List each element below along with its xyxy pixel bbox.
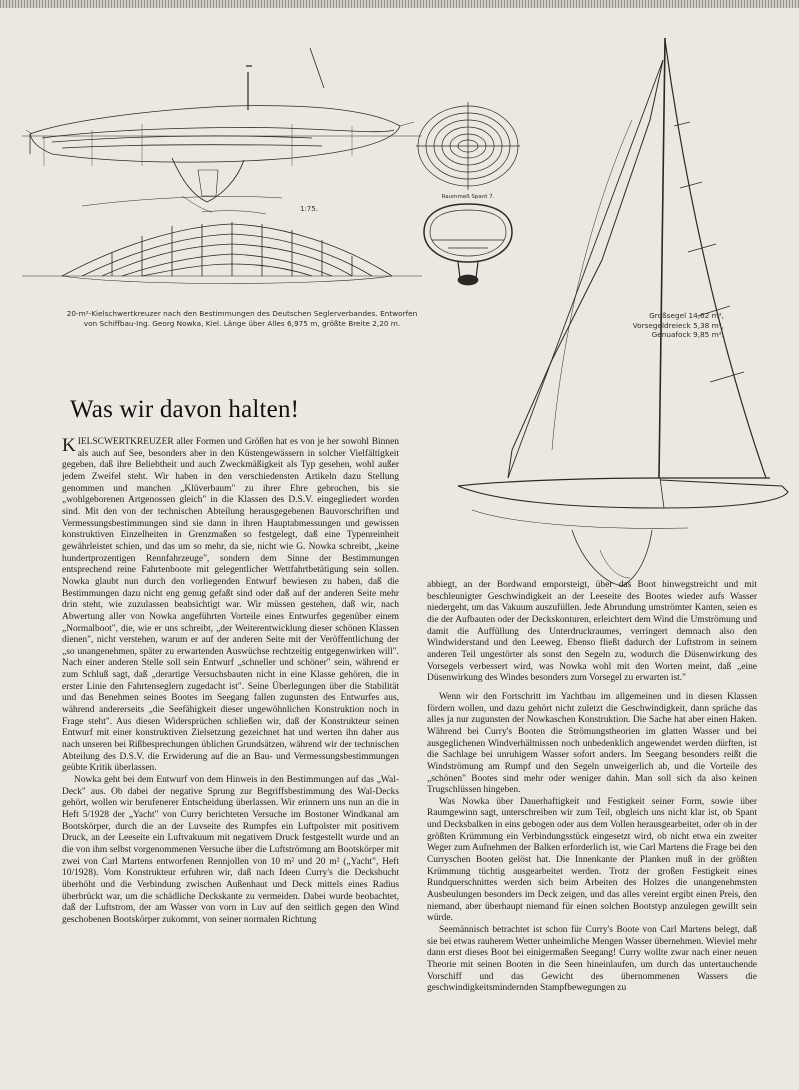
paragraph: Nowka geht bei dem Entwurf von dem Hinweis in den Bestimmungen auf das „Wal-Deck" aus. Ob dabei der negative Sprung zur Begriffsbestimmung des Wal-Decks gehört, wollen wir berufenerer Entscheidung überlassen. Wir erinnern uns nun an die in Heft 5/1928 der „Yacht" von Curry berichteten Versuche im Bostoner Windkanal am Bootskörper, durch die an der Luvseite des Rumpfes ein Luftpolster mit positivem Druck, an der Leeseite ein Luftvakuum mit negativem Druck festgestellt wurde und an die von ihm selbst vorgenommenen Versuche über die Luftströmung am Bootskörper mit zwei von Carl Martens entworfenen Rennjollen von 10 m² und 20 m² („Yacht", Heft 10/1928). Vom Konstrukteur erfuhren wir, daß nach Ideen Curry's die Decksbucht überhöht und die Verbindung zwischen Außenhaut und Deck mittels eines Radius überbrückt war, um die schädliche Deckskante zu vermeiden. Dabei wurde beobachtet, daß der Luftstrom, der am Wasser von vorn in Luv auf den seitlich gegen den Wind geschobenen Bootskörper zukommt, von seiner normalen Richtung <box>62 775 399 925</box>
lead-text: IELSCWERTKREUZER aller Formen und Größen hat es von je her sowohl Binnen als auch auf See, besonders aber in den Küstengewässern in solcher Vielfältigkeit gegeben, daß ihre Beliebtheit und auch Zweckmäßigkeit als Typ gesehen, wohl außer jedem Zweifel steht. Wir haben in den verschiedensten Artikeln dazu Stellung genommen und manchen „Klüverbaum" zu ihrer Ehre gebrochen, bis sie „wohlgeborenen Artgenossen gleich" in die Klassen des D.S.V. eingegliedert worden sind. Mit den von der technischen Abteilung herausgegebenen Bauvorschriften und Vermessungsbestimmungen sind sie dann in ihren Hauptabmessungen und gewissen konstruktiven Einzelheiten in Grenzmaßen so festgelegt, daß eine Typenreinheit gewährleistet schien, und das um so mehr, da sie, nicht wie G. Nowka schreibt, „keine hundertprozentigen Rennfahrzeuge", sondern dem Sinne der Bestimmungen entsprechend reine Fahrtenboote mit gelegentlicher Wettfahrtbetätigung sein sollen. Nowka glaubt nun durch den vorliegenden Entwurf bewiesen zu haben, daß die Bestimmungen dazu nicht eng genug gefaßt sind oder daß auf der anderen Seite mehr drin steht, wie zuzulassen beabsichtigt war. Wir müssen gestehen, daß wir, nach Abwertung aller von Nowka angeführten Vorteile eines Entwurfes gegenüber einem „Normalboot", die, wie er uns schreibt, „der Weiterentwicklung dieser schönen Klassen dienen", nicht verstehen, warum er auf der anderen Seite mit der Veröffentlichung der „so unangenehmen, später zu erwartenden Auswüchse rechtzeitig entgegenwirken will". Nach einer anderen Stelle soll sein Entwurf „schneller und schöner" sein, während er zum Schluß sagt, daß „derartige Versuchsbauten nicht in eine Klasse gehören, die in erster Linie den Fahrtenseglern zugedacht ist". Seine Überlegungen über die Stabilität und das Benehmen seines Bootes im Seegang fallen zugunsten des Entwurfes aus, während andererseits „die Seefähigkeit dieser ungewöhnlichen Konstruktion noch in Frage steht". Aus diesen Widersprüchen schließen wir, daß der Konstrukteur seinen Entwurf mit einer konstruktiven Zielsetzung gezeichnet hat und werten ihn daher aus nach unseren bei Rißbesprechungen üblichen Grundsätzen, während wir der technischen Abteilung des D.S.V. die Erwiderung auf die an Bau- und Vermessungsbestimmungen geübte Kritik überlassen. <box>62 437 399 774</box>
sail-caption: Großsegel 14,62 m², Vorsegeldreieck 5,38 m², Genuafock 9,85 m². <box>632 311 724 340</box>
paragraph: Seemännisch betrachtet ist schon für Curry's Boote von Carl Martens belegt, daß sie bei etwas rauherem Wetter unheimliche Mengen Wasser übernehmen. Wieviel mehr dann erst dieses Boot bei einigermaßen Seegang! Curry wollte zwar nach einer neuen Theorie mit seinen Booten in die Seen hineinlaufen, um durch das untertauchende Vorschiff und das Gewicht des übernommenen Wassers die geschwindigkeitsmindernden Stampfbewegungen zu <box>427 925 757 994</box>
scan-top-band <box>0 0 799 8</box>
hull-lines-drawing <box>22 30 422 305</box>
lead-paragraph <box>62 437 399 775</box>
section-label: Raummeß Spant 7. <box>441 194 495 200</box>
drawing-scale: 1:75. <box>300 205 318 213</box>
article-column-right <box>427 580 757 995</box>
paragraph: Was Nowka über Dauerhaftigkeit und Festigkeit seiner Form, sowie über Raumgewinn sagt, unterschreiben wir zum Teil, obgleich uns nicht klar ist, ob Spant und Decksbalken in eins gebogen oder aus dem Vollen herausgearbeitet, oder ob in der größten Krümmung ein Verbindungsstück eingesetzt wird, ob nicht etwa ein zweiter Weger zum Aufnehmen der Balken erforderlich ist, wie Carl Martens die Frage bei den Curryschen Booten gelöst hat. Die Innenkante der Planken muß in der größten Krümmung tüchtig ausgearbeitet werden. Trotz der großen Festigkeit eines Rundquerschnittes werden sich beim Arbeiten des Holzes die unangenehmsten Ausbeulungen besonders im Deck zeigen, und das alles vereint ergibt einen Preis, den niemand, aber überhaupt niemand für einen solchen Bootstyp anzulegen gewillt sein würde. <box>427 796 757 924</box>
paragraph: Wenn wir den Fortschritt im Yachtbau im allgemeinen und in diesen Klassen fördern wollen, und dazu gehört nicht zuletzt die Geschwindigkeit, dann spräche das alles ja nur zugunsten der Nowkaschen Konstruktion. Die Sache hat aber einen Haken. Während bei Curry's Booten die Strömungstheorien im glatten Wasser und bei ausgeglichenen Windverhältnissen noch unbedenklich angewendet werden dürften, ist die Sachlage bei unruhigem Wasser sofort anders. Im Seegang besonders reißt die Windströmung am Rumpf und den Segeln unweigerlich ab, und die Vorteile des „schönen" Bootes sind mehr oder weniger dahin. Man soll sich da also keinen Trugschlüssen hingeben. <box>427 691 757 796</box>
drop-cap: K <box>62 435 76 456</box>
article-headline: Was wir davon halten! <box>70 396 300 423</box>
paragraph: abbiegt, an der Bordwand emporsteigt, über das Boot hinwegstreicht und mit beschleunigter Geschwindigkeit an der Leeseite des Bootes wieder aufs Wasser niedergeht, um das Vakuum auszufüllen. Jede Abrundung umströmter Kanten, seien es die der Aufbauten oder der Deckskonturen, erleichtert dem Wind die Umströmung und damit die Auffüllung des Unterdruckraumes, verringert demnach also den Windwiderstand und den Leeweg. Ebenso fließt dadurch der Luftstrom in seinem anderen Teil ungestörter als sonst den Segeln zu, wodurch die Düsenwirkung des Vorsegels verbessert wird, was Nowka wohl mit den Worten meint, daß „eine Düsenwirkung des Windes besonders zum Vorsegel zu erwarten ist." <box>427 580 757 684</box>
hull-caption: 20-m²-Kielschwertkreuzer nach den Bestimmungen des Deutschen Seglerverbandes. Entworfen von Schiffbau-Ing. Georg Nowka, Kiel. Länge über Alles 6,975 m, größte Breite 2,20 m. <box>66 309 418 328</box>
article-column-left <box>62 437 399 927</box>
